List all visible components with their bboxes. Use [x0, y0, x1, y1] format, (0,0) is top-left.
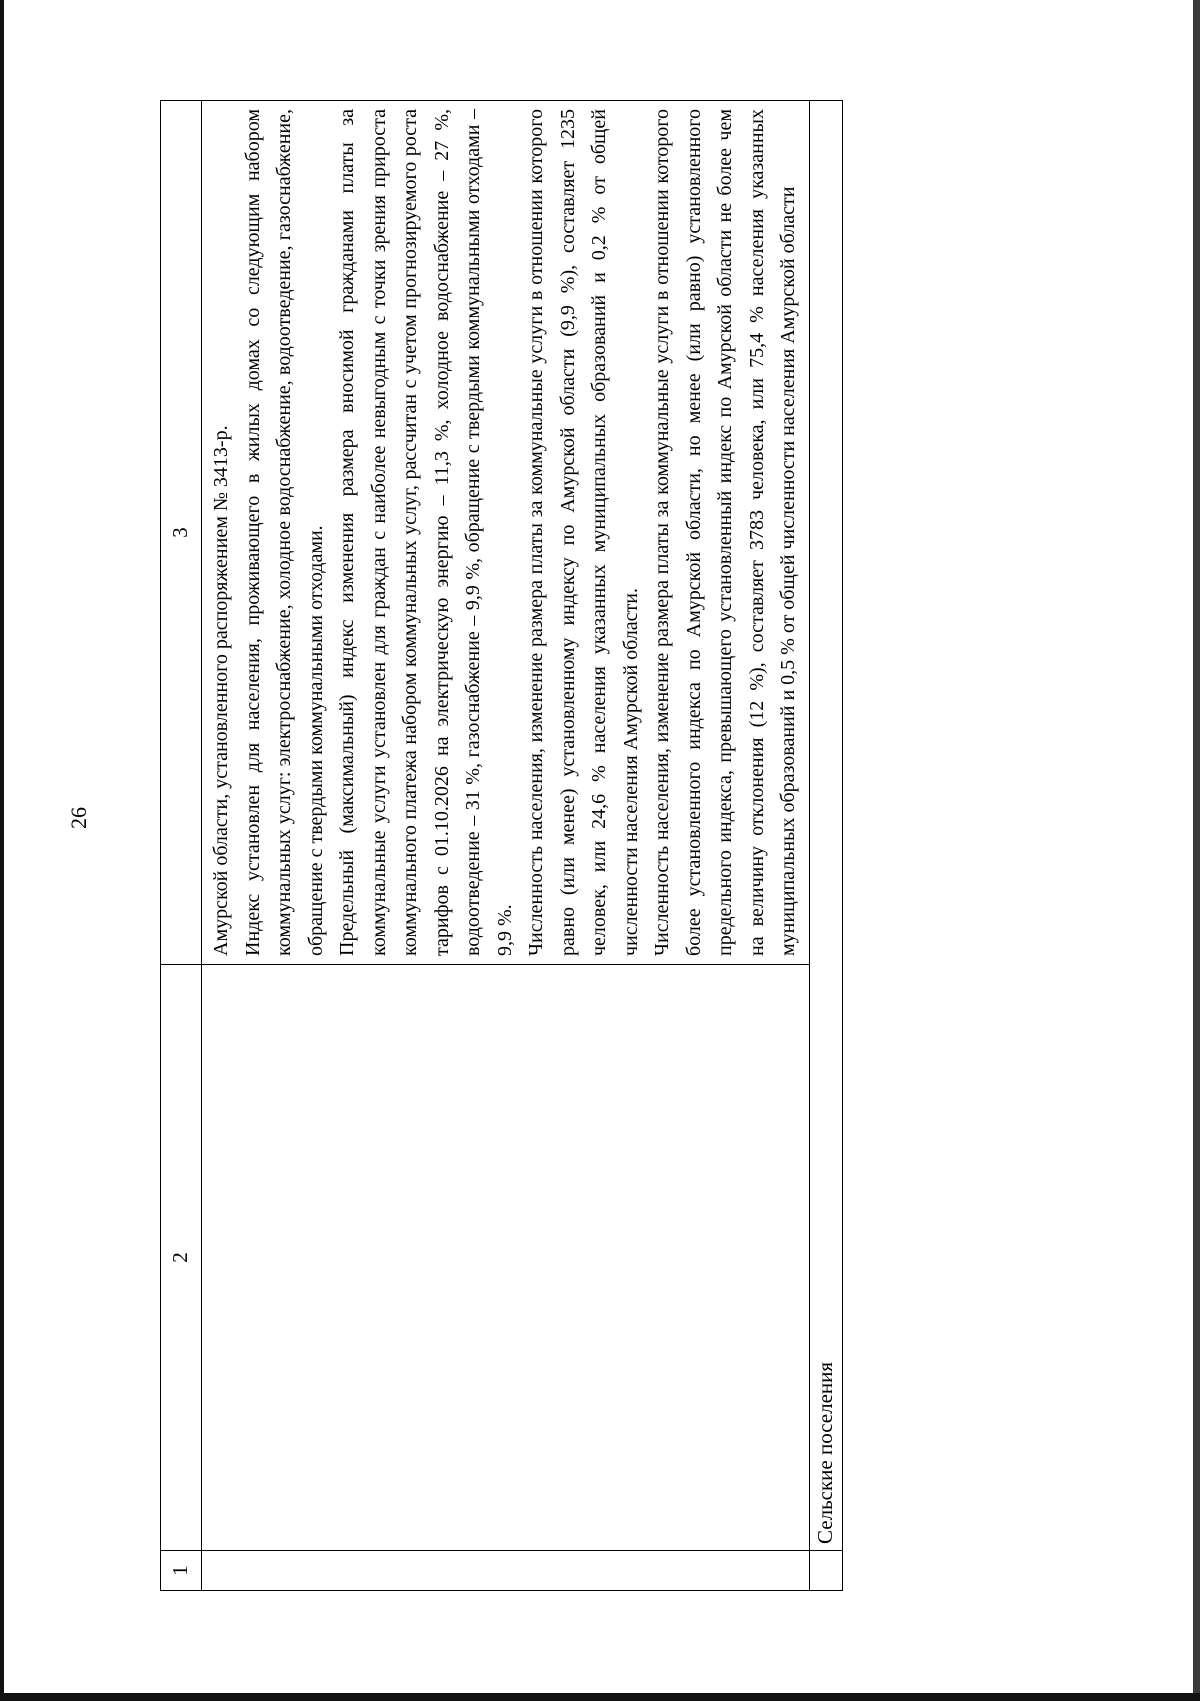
table-row: [202, 101, 810, 1591]
scan-edge-bottom: [0, 1693, 1200, 1701]
paragraph-max-index: Предельный (максимальный) индекс изменения размера вносимой гражданами платы за коммунальные услуги установлен для граждан с наиболее невыгодным с точки зрения прироста коммунального платежа набором коммунальных услуг, рассчитан с учетом прогнозируемого роста тарифов с 01.10.2026 на электрическую энергию – 11,3 %, холодное водоснабжение – 27 %, водоотведение – 31 %, газоснабжение – 9,9 %, обращение с твердыми коммунальными отходами – 9,9 %.: [336, 109, 516, 956]
cell-section-label: [809, 101, 843, 1551]
rotated-table-wrapper: [160, 101, 1082, 1591]
paragraph-order-reference: Амурской области, установленного распоряжением № 3413-р.: [210, 425, 232, 956]
paragraph-population-within-index: Численность населения, изменение размера платы за коммунальные услуги в отношении которого равно (или менее) установленному индексу по Амурской области (9,9 %), составляет 1235 человек, или 24,6 % населения указанных муниципальных образований и 0,2 % от общей численности населения Амурской области.: [525, 109, 642, 956]
header-cell-3: 3: [161, 101, 202, 965]
table-header-row: [161, 101, 202, 1591]
header-cell-2: 2: [161, 965, 202, 1551]
cell-col2: [202, 965, 810, 1551]
scan-edge-left: [0, 0, 4, 1701]
section-label: Сельские поселения: [812, 1361, 837, 1544]
document-table: [160, 100, 843, 1591]
cell-col1: [202, 1551, 810, 1591]
cell-col3-text: [202, 101, 810, 965]
cell-col1-empty: [809, 1551, 843, 1591]
scan-edge-right: [1193, 0, 1200, 1701]
page-number: 26: [66, 807, 91, 829]
header-cell-1: 1: [161, 1551, 202, 1591]
paragraph-index-scope: Индекс установлен для населения, проживающего в жилых домах со следующим набором коммунальных услуг: электроснабжение, холодное водоснабжение, водоотведение, газоснабжение, обращение с твердыми коммунальными отходами.: [241, 109, 327, 956]
table-row-rural-settlements: [809, 101, 843, 1591]
paragraph-population-above-index: Численность населения, изменение размера платы за коммунальные услуги в отношении которого более установленного индекса по Амурской области, но менее (или равно) установленного предельного индекса, превышающего установленный индекс по Амурской области не более чем на величину отклонения (12 %), составляет 3783 человека, или 75,4 % населения указанных муниципальных образований и 0,5 % от общей численности населения Амурской области: [651, 109, 799, 956]
